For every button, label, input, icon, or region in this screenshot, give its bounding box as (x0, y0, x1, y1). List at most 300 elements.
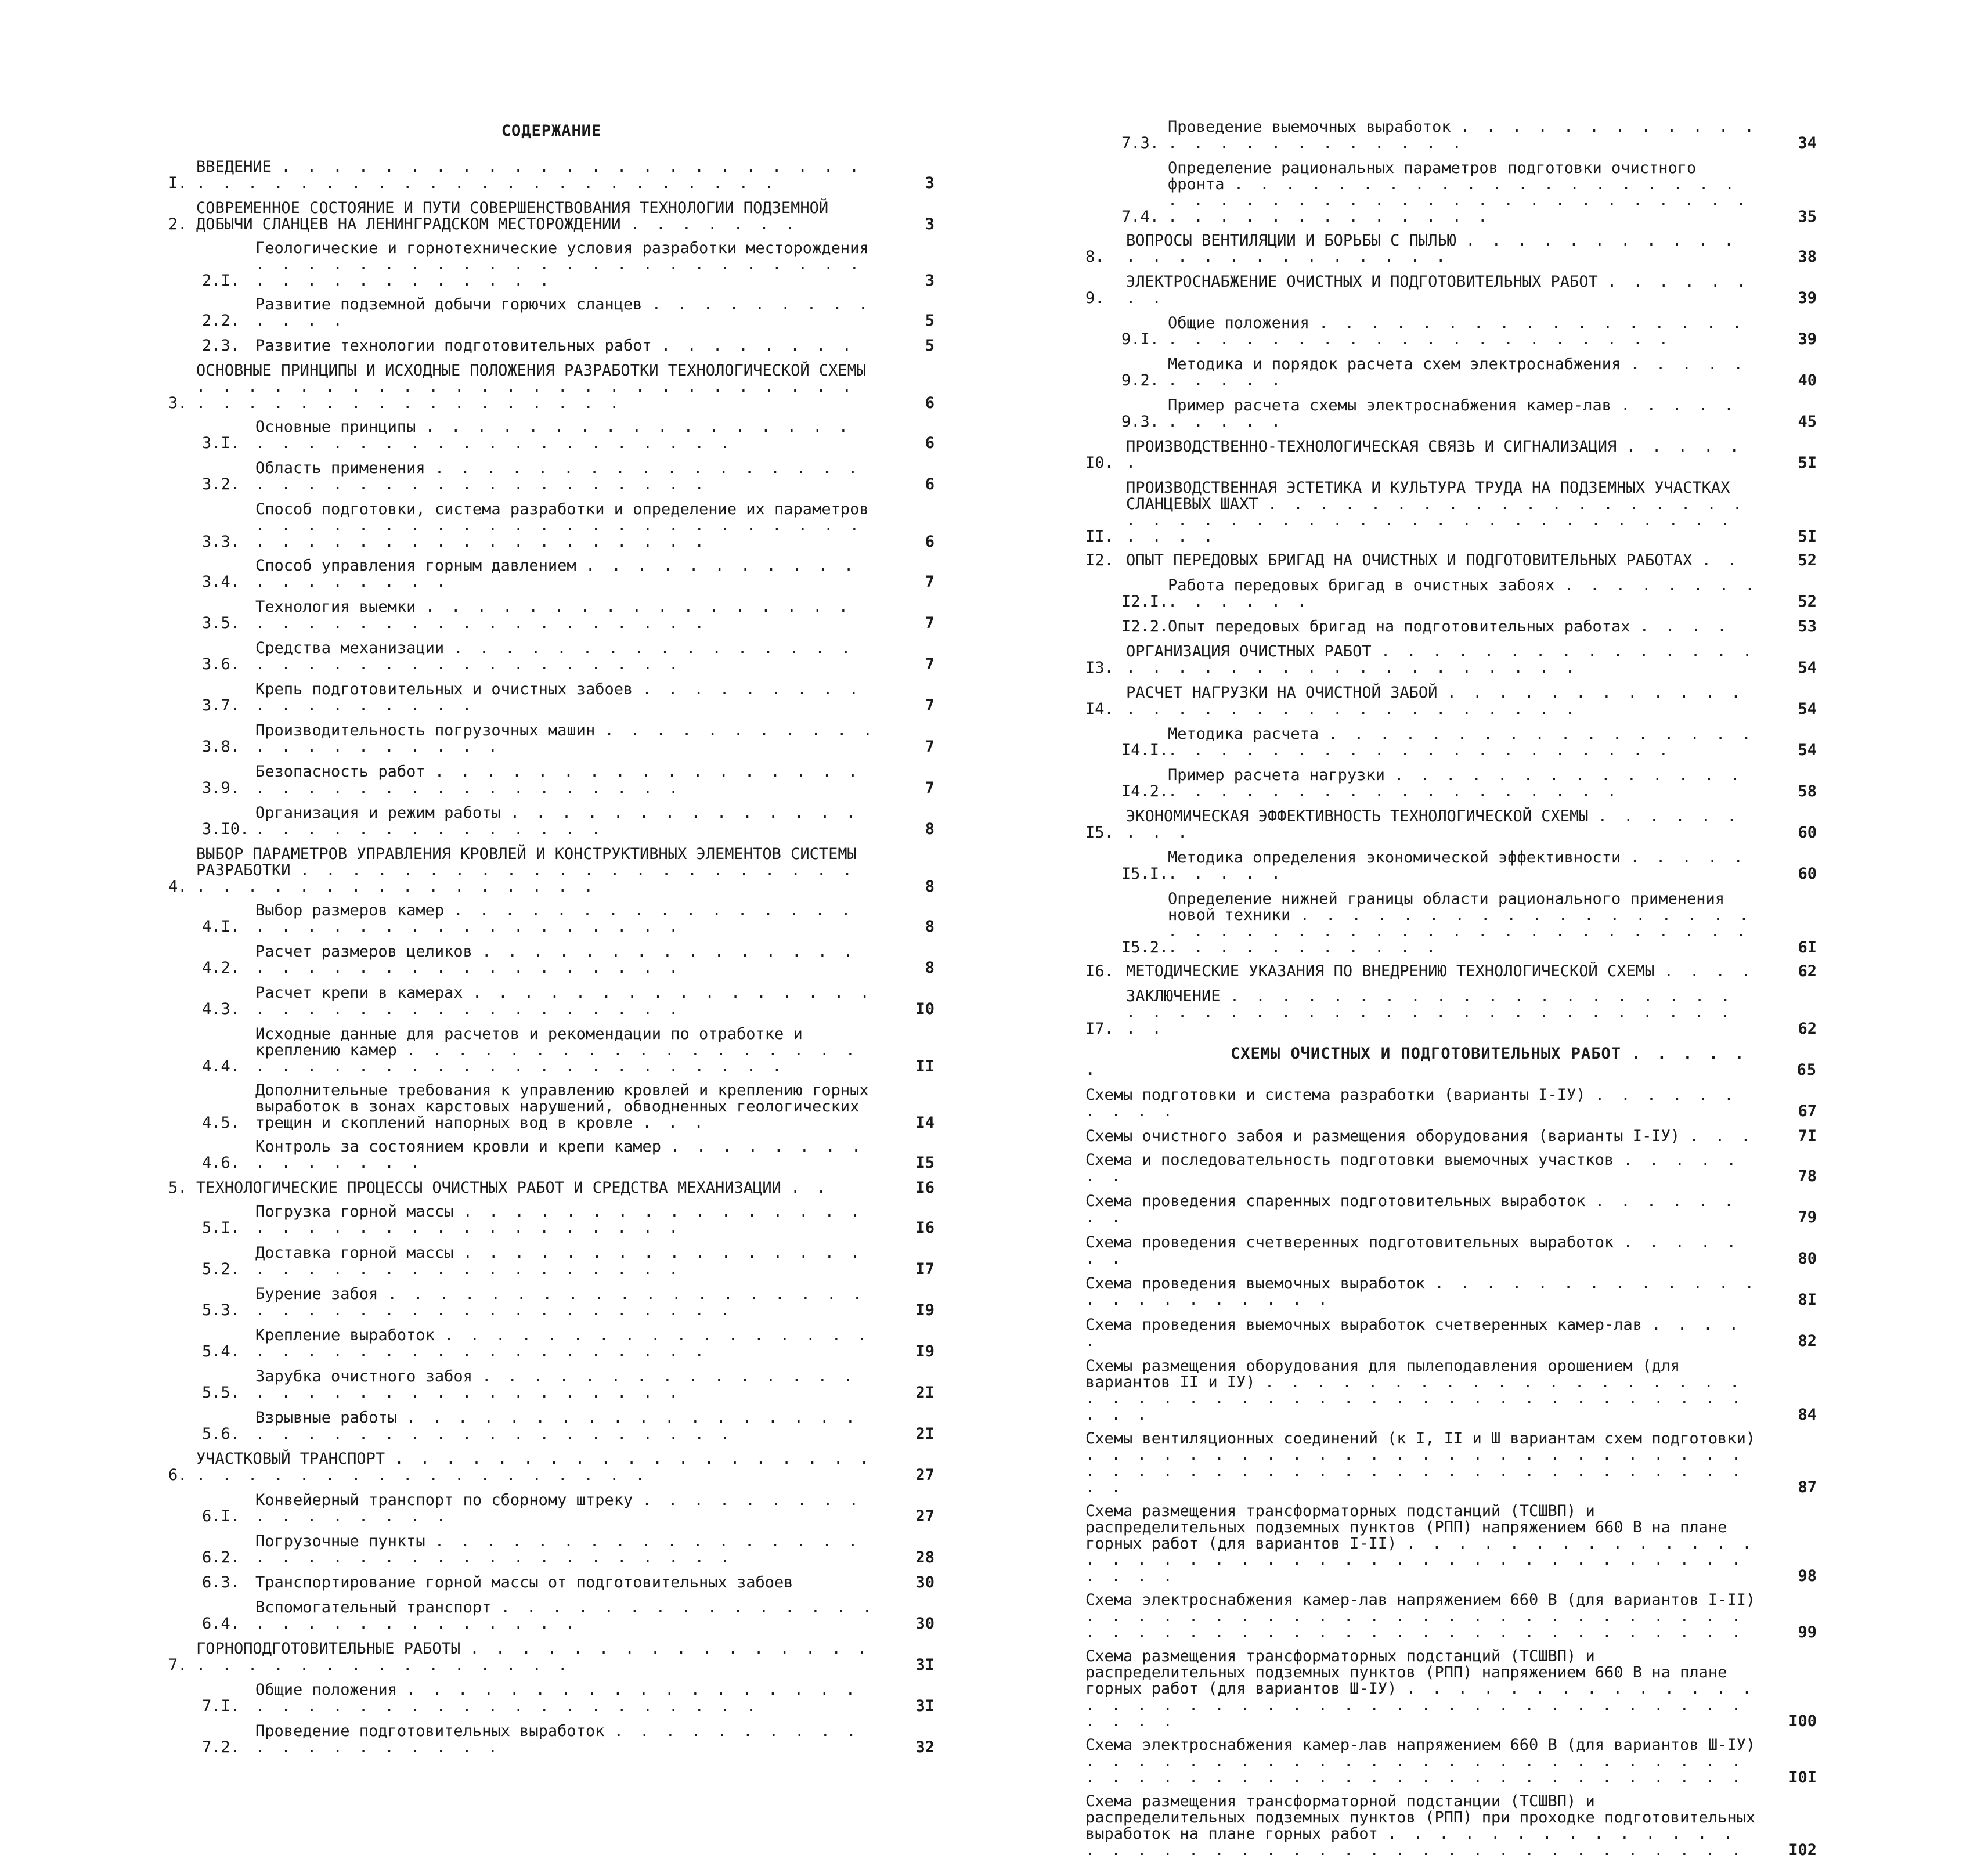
toc-entry-leader-dots: . . . . . . . . . . (1168, 849, 1747, 883)
toc-entry-leader-dots: . . . . . . . . . . . . . . . . . . . . . . . . . . . . . . . . . . . . . . . . (1085, 1825, 1745, 1859)
toc-entry-title: Выбор размеров камер (255, 901, 445, 919)
toc-entry-title: Схемы размещения оборудования для пылеподавления орошением (для вариантов II и IУ) (1085, 1357, 1680, 1391)
toc-entry-page: 52 (1798, 593, 1817, 611)
toc-entry-title: Схема и последовательность подготовки выемочных участков (1085, 1151, 1614, 1169)
toc-entry (1085, 160, 1817, 225)
toc-entry-leader-dots: . . . . . . . . . . . . . . . . . . . . . . . . . . . . . . . . . . . . . . . . . . . . . . (196, 158, 863, 192)
toc-entry-number: 4.5. (202, 1114, 240, 1132)
toc-entry-number: I2.2. (1121, 618, 1169, 636)
toc-entry-page: 6I (1798, 939, 1817, 957)
toc-entry-title: Проведение выемочных выработок (1168, 118, 1451, 136)
toc-entry-body (1085, 1431, 1759, 1496)
toc-entry-body (1085, 1193, 1759, 1226)
toc-entry-page: 78 (1798, 1167, 1817, 1185)
toc-entry-title: Исходные данные для расчетов и рекомендации по отработке и креплению камер (255, 1025, 803, 1059)
toc-entry-page: 8 (925, 820, 935, 838)
toc-entry-number: II. (1085, 528, 1114, 546)
toc-entry-title: Взрывные работы (255, 1409, 397, 1427)
toc-entry-body (255, 460, 876, 493)
toc-entry-title: СОВРЕМЕННОЕ СОСТОЯНИЕ И ПУТИ СОВЕРШЕНСТВОВАНИЯ ТЕХНОЛОГИИ ПОДЗЕМНОЙ ДОБЫЧИ СЛАНЦЕВ НА ЛЕНИНГРАДСКОМ МЕСТОРОЖДЕНИИ (196, 199, 829, 233)
toc-entry-leader-dots: . . . . . . . . . . . . . . . . . . . . . . . . . . . . (255, 1598, 876, 1633)
toc-entry-page: 8 (925, 959, 935, 977)
toc-entry-title: ЗАКЛЮЧЕНИЕ (1126, 987, 1221, 1005)
toc-entry-page: I9 (915, 1342, 935, 1360)
toc-entry-title: Работа передовых бригад в очистных забоях (1168, 576, 1555, 594)
toc-entry-leader-dots: . . . . . . . . (1085, 1192, 1737, 1226)
toc-entry-leader-dots: . . . . . . . . . . (1168, 396, 1737, 431)
toc-entry-body (1085, 1235, 1759, 1267)
toc-entry (1085, 850, 1817, 882)
toc-entry-title: Схемы подготовки и система разработки (варианты I-IУ) (1085, 1086, 1586, 1104)
toc-entry-title: Схема размещения трансформаторных подстанций (ТСШВП) и распределительных подземных пунктов (РПП) напряжением 660 В на плане горных работ (для вариантов Ш-IУ) (1085, 1647, 1727, 1698)
right-toc (1085, 119, 1817, 1037)
toc-entry-number: 4.3. (202, 1000, 240, 1018)
toc-entry-number: I. (168, 174, 187, 192)
toc-entry-page: 30 (915, 1615, 935, 1633)
toc-entry-number: 5.2. (202, 1260, 240, 1278)
toc-entry-page: 7 (925, 696, 935, 714)
toc-entry-leader-dots: . . . . . . . . . . . . . . . . . . . . . . . . . . . . . . . . . (255, 1203, 864, 1237)
toc-entry-body (255, 1204, 876, 1236)
toc-entry-page: 60 (1798, 865, 1817, 883)
toc-entry (168, 1180, 935, 1196)
toc-entry (1085, 1648, 1817, 1730)
toc-entry-title: ОСНОВНЫЕ ПРИНЦИПЫ И ИСХОДНЫЕ ПОЛОЖЕНИЯ РАЗРАБОТКИ ТЕХНОЛОГИЧЕСКОЙ СХЕМЫ (196, 362, 867, 380)
toc-entry-body (255, 723, 876, 755)
toc-entry (1085, 1503, 1817, 1585)
toc-entry-title: ЭКОНОМИЧЕСКАЯ ЭФФЕКТИВНОСТЬ ТЕХНОЛОГИЧЕСКОЙ СХЕМЫ (1126, 807, 1589, 825)
toc-entry (168, 1723, 935, 1756)
toc-entry-body (255, 681, 876, 714)
toc-entry-page: I5 (915, 1154, 935, 1172)
toc-entry-leader-dots: . . . . . . . . . . . . . . . . . . . . . . . . . . . . . . . . (1168, 766, 1744, 800)
toc-entry (168, 1492, 935, 1525)
toc-entry (168, 1533, 935, 1566)
toc-entry-leader-dots: . . . . . . . (1085, 1233, 1740, 1268)
toc-entry-page: I7 (915, 1260, 935, 1278)
toc-entry-number: 9.3. (1121, 413, 1160, 431)
toc-entry (1085, 1793, 1817, 1858)
toc-entry-number: 3. (168, 394, 187, 412)
toc-entry-leader-dots: . . . . . . . . . . . . . . . . . . . . . . . . . . . . . . . . . . . . . . . . . . . . . . (1126, 987, 1734, 1038)
schemes-list (1085, 1087, 1817, 1858)
toc-entry-number: 7.I. (202, 1697, 240, 1715)
toc-entry-leader-dots: . . . . . . . . . . . . . . . . . . . . . . . . . . . . . . . . . . . (255, 598, 852, 632)
toc-entry-page: 27 (915, 1507, 935, 1525)
toc-entry (168, 419, 935, 452)
toc-entry-leader-dots: . . . . . . . . . . . . . . . . . . . . . . . . . . . . . . . . . (255, 901, 854, 936)
toc-entry-title: Схема проведения спаренных подготовительных выработок (1085, 1192, 1586, 1210)
toc-entry (1085, 119, 1817, 151)
toc-entry-leader-dots: . . . . . . . . . . . . . . (1168, 576, 1758, 611)
toc-entry-title: Схема размещения трансформаторной подстанции (ТСШВП) и распределительных подземных пунктов (РПП) при проходке подготовительных выработок на плане горных работ (1085, 1792, 1756, 1843)
toc-entry-title: Дополнительные требования к управлению кровлей и креплению горных выработок в зонах карстовых нарушений, обводненных геологических трещин и скоплений напорных вод в кровле (255, 1081, 869, 1132)
toc-entry-body (1168, 119, 1759, 151)
toc-entry-leader-dots: . . . . . . . . . . . . . . . . . . . . . . . . (1168, 118, 1758, 152)
toc-entry-page: 6 (925, 475, 935, 493)
toc-entry (168, 200, 935, 233)
toc-entry (1085, 1431, 1817, 1496)
toc-entry (1085, 1128, 1817, 1145)
toc-entry (1085, 1317, 1817, 1349)
toc-entry-page: 39 (1798, 289, 1817, 307)
toc-entry-title: Схемы вентиляционных соединений (к I, II и Ш вариантам схем подготовки) (1085, 1430, 1756, 1448)
toc-entry-page: 45 (1798, 413, 1817, 431)
toc-entry-title: Способ управления горным давлением (255, 557, 576, 575)
toc-entry (1085, 963, 1817, 980)
toc-entry-leader-dots: . . . . . . . . . . . . . . . . . . . . . . . . . . . . (255, 804, 859, 838)
toc-entry-page: 58 (1798, 782, 1817, 800)
toc-entry-number: 3.5. (202, 614, 240, 632)
toc-entry-title: Схема проведения выемочных выработок (1085, 1275, 1426, 1293)
toc-entry-body (196, 363, 876, 412)
toc-entry-body (1085, 1503, 1759, 1585)
toc-entry-page: 3I (915, 1656, 935, 1674)
toc-entry (1085, 619, 1817, 635)
toc-entry-page: 38 (1798, 248, 1817, 266)
toc-entry-body (1085, 1152, 1759, 1185)
contents-heading: СОДЕРЖАНИЕ (501, 122, 602, 140)
toc-entry-title: ВОПРОСЫ ВЕНТИЛЯЦИИ И БОРЬБЫ С ПЫЛЬЮ (1126, 232, 1456, 250)
toc-entry-leader-dots: . . . . . . . . . . . . . (255, 295, 872, 330)
toc-entry-body (1085, 1793, 1759, 1858)
toc-entry-page: 53 (1798, 618, 1817, 636)
toc-entry-page: I4 (915, 1114, 935, 1132)
toc-entry (1085, 553, 1817, 569)
toc-entry-number: 4.I. (202, 918, 240, 936)
toc-entry-body (255, 419, 876, 452)
toc-entry-page: 3 (925, 215, 935, 233)
toc-entry-page: 7 (925, 573, 935, 591)
toc-entry-body (1126, 480, 1759, 545)
toc-entry-body (1168, 315, 1759, 348)
toc-entry-title: Общие положения (1168, 314, 1309, 332)
toc-entry-leader-dots: . . . . . . . (630, 215, 799, 233)
toc-entry (1085, 891, 1817, 956)
toc-entry-title: Методика определения экономической эффективности (1168, 849, 1621, 867)
schemes-heading-page: 65 (1796, 1061, 1817, 1079)
toc-entry-leader-dots: . . . . . . . . . . . . . . . . . . . . . (255, 721, 876, 756)
toc-entry (1085, 1358, 1817, 1423)
toc-entry-page: 3 (925, 174, 935, 192)
toc-entry (168, 764, 935, 796)
toc-entry-title: Проведение подготовительных выработок (255, 1722, 605, 1740)
toc-entry-page: 5 (925, 337, 935, 355)
toc-entry-title: Пример расчета нагрузки (1168, 766, 1385, 784)
toc-entry-title: Методика расчета (1168, 725, 1319, 743)
toc-entry-body (1168, 767, 1759, 800)
toc-entry-page: 5I (1798, 454, 1817, 472)
toc-entry-title: Средства механизации (255, 639, 445, 657)
toc-entry-page: 8 (925, 918, 935, 936)
toc-entry-body (255, 764, 876, 796)
toc-entry-title: Крепь подготовительных и очистных забоев (255, 680, 633, 698)
toc-entry-body (1085, 1737, 1759, 1786)
toc-entry-leader-dots: . . . . . . . . . . . . . . . . . . . . . . . . . . . . . . . . . . . . . . . . . . . . . . . . . . . . (1168, 906, 1752, 957)
toc-entry-page: 27 (915, 1466, 935, 1484)
toc-entry-body (255, 640, 876, 673)
toc-entry (1085, 1087, 1817, 1120)
toc-entry-number: 2.3. (202, 337, 240, 355)
toc-entry-leader-dots: . . . . . . . . . . . . . . . . . . . . . . . . . . . . . . . . . (255, 639, 854, 673)
toc-entry-body (255, 1139, 876, 1171)
toc-entry (1085, 480, 1817, 545)
toc-entry-leader-dots: . . (1701, 551, 1741, 569)
toc-entry-number: I4. (1085, 700, 1114, 718)
toc-entry (168, 1410, 935, 1442)
toc-entry-leader-dots: . . . . . . . . . . . . . . . . . . . . . . . . . . . . . . . . . . . . . . . . . . (255, 517, 863, 551)
toc-entry-body (255, 805, 876, 838)
toc-entry-number: 5.I. (202, 1219, 240, 1237)
toc-entry-body (1085, 1087, 1759, 1120)
toc-entry-leader-dots: . . . . . . . . . . . . . . . . . . . . . . . . . . . . . . . . . . . . . . (255, 1285, 866, 1319)
toc-entry-title: ВЫБОР ПАРАМЕТРОВ УПРАВЛЕНИЯ КРОВЛЕЙ И КОНСТРУКТИВНЫХ ЭЛЕМЕНТОВ СИСТЕМЫ РАЗРАБОТКИ (196, 845, 857, 879)
toc-entry-page: 32 (915, 1738, 935, 1756)
toc-entry (1085, 356, 1817, 389)
toc-entry-title: Расчет крепи в камерах (255, 984, 463, 1002)
toc-entry-number: I5. (1085, 824, 1114, 842)
toc-entry-body (1126, 553, 1759, 569)
toc-entry-body (255, 501, 876, 550)
toc-entry (1085, 398, 1817, 430)
toc-entry-number: 5. (168, 1179, 187, 1197)
toc-entry-page: 8 (925, 878, 935, 896)
toc-entry-leader-dots: . . . . . . . . . . . . . . . . . . . . . . . . . . . . . . . . . (1126, 643, 1756, 677)
toc-entry-body (1168, 578, 1759, 610)
toc-entry-number: 2.2. (202, 312, 240, 330)
toc-entry-body (196, 1641, 876, 1673)
toc-entry-page: 82 (1798, 1332, 1817, 1350)
toc-entry-body (255, 1082, 876, 1131)
schemes-heading-title: СХЕМЫ ОЧИСТНЫХ И ПОДГОТОВИТЕЛЬНЫХ РАБОТ (1231, 1045, 1621, 1063)
toc-entry-body (255, 599, 876, 631)
toc-entry-number: 2. (168, 215, 187, 233)
toc-entry-body (1126, 988, 1759, 1037)
toc-entry-number: 4.6. (202, 1154, 240, 1172)
toc-entry-leader-dots: . . . . . . . . . . . . . . . . . . . . . . . . . . . . . . . . . (255, 1244, 864, 1278)
toc-entry-page: 62 (1798, 962, 1817, 980)
toc-entry-leader-dots: . . . . (1639, 618, 1730, 636)
toc-entry-leader-dots: . . . (642, 1114, 707, 1132)
toc-entry (168, 1204, 935, 1236)
toc-entry-leader-dots: . . . . . . . . . . . . . . . . . . . . . . . (1085, 1275, 1758, 1309)
toc-entry-body (255, 1600, 876, 1632)
toc-entry-number: I7. (1085, 1020, 1114, 1038)
toc-entry-number: 3.9. (202, 779, 240, 797)
toc-entry-number: 6.2. (202, 1549, 240, 1567)
toc-entry-number: 3.8. (202, 738, 240, 756)
toc-entry-title: Методика и порядок расчета схем электроснабжения (1168, 355, 1621, 373)
toc-entry-page: 60 (1798, 824, 1817, 842)
toc-entry-body (1126, 274, 1759, 306)
toc-entry (1085, 233, 1817, 265)
toc-entry-body (196, 159, 876, 192)
toc-entry-body (255, 1286, 876, 1319)
toc-entry-page: I0 (915, 1000, 935, 1018)
left-toc (168, 159, 935, 1756)
toc-entry-page: 54 (1798, 659, 1817, 677)
toc-entry-number: 3.I0. (202, 820, 250, 838)
toc-entry-leader-dots: . . . . . . . . . . . . . . . . . . . . . . . . . . . . . . . . . . . . (255, 418, 852, 452)
toc-entry-number: 7. (168, 1656, 187, 1674)
toc-entry-page: 30 (915, 1573, 935, 1591)
toc-entry (168, 985, 935, 1017)
toc-entry (1085, 274, 1817, 306)
toc-entry-title: Схема электроснабжения камер-лав напряжением 660 В (для вариантов I-II) (1085, 1591, 1756, 1609)
toc-entry-leader-dots: . . . . . . . . . . . . . . . . . . . . . . . . . . . . . . . . . . . (255, 459, 861, 493)
toc-entry-title: Контроль за состоянием кровли и крепи камер (255, 1138, 661, 1156)
toc-entry (168, 297, 935, 329)
toc-entry (168, 501, 935, 550)
toc-entry-page: 7 (925, 779, 935, 797)
toc-entry-page: 98 (1798, 1567, 1817, 1585)
toc-entry-page: 54 (1798, 700, 1817, 718)
toc-entry-page: I9 (915, 1301, 935, 1319)
toc-entry-body (255, 1682, 876, 1715)
toc-entry-number: 7.2. (202, 1738, 240, 1756)
toc-entry-leader-dots: . . . . . . . . . . . . . . . . . . . . . . . . . . . . . . . . . . . . . . . (255, 1041, 859, 1075)
toc-entry-title: МЕТОДИЧЕСКИЕ УКАЗАНИЯ ПО ВНЕДРЕНИЮ ТЕХНОЛОГИЧЕСКОЙ СХЕМЫ (1126, 962, 1655, 980)
toc-entry (168, 640, 935, 673)
toc-entry (1085, 1235, 1817, 1267)
toc-entry-page: 6 (925, 533, 935, 551)
toc-entry-page: 84 (1798, 1406, 1817, 1424)
toc-entry-page: 79 (1798, 1208, 1817, 1226)
toc-entry-body (1168, 356, 1759, 389)
toc-entry-title: Схема электроснабжения камер-лав напряжением 660 В (для вариантов Ш-IУ) (1085, 1736, 1756, 1754)
toc-entry-leader-dots: . . . . . . . . . (1126, 807, 1740, 842)
toc-entry-number: 5.6. (202, 1425, 240, 1443)
toc-entry-leader-dots: . . . . . . . . . . . . . . . . . . (255, 680, 862, 714)
toc-entry-number: I6. (1085, 962, 1114, 980)
toc-entry (1085, 1737, 1817, 1786)
toc-entry-title: Геологические и горнотехнические условия разработки месторождения (255, 239, 869, 257)
toc-entry-page: 34 (1798, 134, 1817, 152)
toc-entry-body (255, 1245, 876, 1277)
toc-entry-body (1085, 1276, 1759, 1308)
toc-entry-leader-dots: . . . . . . . . . . (1168, 355, 1747, 389)
toc-entry (1085, 1592, 1817, 1641)
toc-entry-leader-dots: . . . . . . . . . . . . . . . . . . . . . . . . . . . . . . (1126, 684, 1744, 718)
toc-entry-leader-dots: . . . . . . . . . . . . . . . . . . . . . . . . . . . . . . . . . . . . . . (196, 861, 856, 896)
toc-entry-page: 6 (925, 394, 935, 412)
toc-entry-page: 3 (925, 272, 935, 290)
toc-entry-title: Вспомогательный транспорт (255, 1598, 492, 1616)
toc-entry-title: Бурение забоя (255, 1285, 378, 1303)
toc-entry (1085, 315, 1817, 348)
toc-entry-title: Пример расчета схемы электроснабжения камер-лав (1168, 396, 1612, 414)
left-page (168, 122, 935, 1764)
toc-entry-page: 35 (1798, 208, 1817, 226)
toc-entry-body (1085, 1592, 1759, 1641)
toc-entry-title: Крепление выработок (255, 1326, 435, 1344)
toc-entry (168, 460, 935, 493)
toc-entry-page: II (915, 1057, 935, 1075)
toc-entry-number: 3.3. (202, 533, 240, 551)
toc-entry (1085, 439, 1817, 471)
toc-entry-title: Развитие технологии подготовительных работ (255, 337, 652, 355)
toc-entry-title: Определение нижней границы области рационального применения новой техники (1168, 890, 1725, 924)
toc-entry-number: 4.4. (202, 1057, 240, 1075)
toc-entry-body (255, 1575, 876, 1591)
toc-entry-page: 99 (1798, 1623, 1817, 1641)
toc-entry-number: 6.3. (202, 1573, 240, 1591)
toc-entry-body (1168, 619, 1759, 635)
toc-entry (1085, 685, 1817, 717)
toc-entry-body (255, 338, 876, 354)
toc-entry-leader-dots: . . . . . . . . . . . . . . . . . . . . . . . . . . . . . . . . . . . . (255, 255, 863, 290)
toc-entry-leader-dots: . . (791, 1179, 829, 1197)
toc-entry-title: Погрузка горной массы (255, 1203, 454, 1221)
toc-entry (168, 363, 935, 412)
toc-entry-number: 4.2. (202, 959, 240, 977)
toc-entry-page: 6 (925, 434, 935, 452)
toc-entry (168, 159, 935, 192)
toc-entry-body (1168, 850, 1759, 882)
schemes-heading-dots: . . . . . . (1085, 1045, 1748, 1079)
toc-entry-title: Конвейерный транспорт по сборному штреку (255, 1491, 633, 1509)
toc-entry (168, 1369, 935, 1401)
toc-entry-leader-dots: . . . . . . . . . . . . . . . . . . . . . . . . . . . . . . . . . (255, 984, 873, 1018)
toc-entry-title: Транспортирование горной массы от подготовительных забоев (255, 1573, 793, 1591)
toc-entry (168, 1451, 935, 1484)
right-page (1085, 119, 1817, 1866)
toc-entry (168, 599, 935, 631)
toc-entry-leader-dots: . . . . . (1085, 1316, 1742, 1350)
toc-entry-title: Производительность погрузочных машин (255, 721, 596, 739)
toc-entry-body (1126, 233, 1759, 265)
toc-entry-body (1168, 160, 1759, 225)
toc-entry-title: Организация и режим работы (255, 804, 501, 822)
toc-entry-page: 2I (915, 1384, 935, 1402)
toc-entry-page: 2I (915, 1425, 935, 1443)
toc-entry-leader-dots: . . . . . . . . . . . . . . . . . . . . . . . . . . . . . . . . . . . . . (1168, 725, 1755, 759)
toc-entry (168, 338, 935, 354)
toc-entry-title: Схема размещения трансформаторных подстанций (ТСШВП) и распределительных подземных пунктов (РПП) напряжением 660 В на плане горных работ (для вариантов I-II) (1085, 1502, 1727, 1553)
toc-entry-leader-dots: . . . . . . . . . . . . . . . . . (255, 1491, 862, 1525)
toc-entry-number: I0. (1085, 454, 1114, 472)
toc-entry-body (255, 985, 876, 1017)
toc-entry (1085, 988, 1817, 1037)
toc-entry-title: ПРОИЗВОДСТВЕННО-ТЕХНОЛОГИЧЕСКАЯ СВЯЗЬ И СИГНАЛИЗАЦИЯ (1126, 438, 1617, 456)
toc-entry-page: 67 (1798, 1102, 1817, 1120)
toc-entry (1085, 644, 1817, 676)
toc-entry-body (255, 297, 876, 329)
toc-entry-leader-dots: . . . . . . . . . . . . . . . . . . . . . . . . . . . . . . . . . . (255, 763, 861, 797)
toc-entry-page: I02 (1788, 1841, 1817, 1859)
toc-entry-page: I00 (1788, 1712, 1817, 1730)
toc-entry-leader-dots: . . . . . . . . . . . . . . . . . . . . . . . . . . . . . . . . . . . . . . . . . . . . (1085, 1680, 1755, 1730)
toc-entry-body (1085, 1128, 1759, 1145)
toc-entry-title: Опыт передовых бригад на подготовительных работах (1168, 618, 1630, 636)
toc-entry-leader-dots: . . . . . . . . . . . . . . . . . . . . . . . . . . . . . . . . . . . . . . . . . . . . (1085, 1535, 1755, 1585)
toc-entry-leader-dots: . . . . . . . . . . . . . . . . . . . . . . . . (1126, 232, 1737, 266)
toc-entry-page: I6 (915, 1219, 935, 1237)
toc-entry-number: I2. (1085, 551, 1114, 569)
toc-entry-body (255, 1533, 876, 1566)
toc-entry-title: Развитие подземной добычи горючих сланцев (255, 295, 643, 313)
toc-entry-page: 7 (925, 655, 935, 673)
toc-entry-title: ГОРНОПОДГОТОВИТЕЛЬНЫЕ РАБОТЫ (196, 1640, 461, 1658)
toc-entry-leader-dots: . . . . . . . . . . . . . . . . . . . . . . . . . . . . . . . . . . . . . . . . . . . . . . . . . . . . (1085, 1607, 1745, 1641)
toc-entry (1085, 1193, 1817, 1226)
toc-entry-leader-dots: . . . . . . . . . . . . . . . . . . . . . . . . . . . . . . . . (255, 1367, 857, 1402)
toc-entry-body (196, 200, 876, 233)
toc-entry-page: 87 (1798, 1478, 1817, 1496)
toc-entry (168, 1641, 935, 1673)
toc-entry-number: 7.3. (1121, 134, 1160, 152)
toc-entry-leader-dots: . . . . . . . . . . . . . . . . . . . . . . . . . . . . . . . . . . . . . . . . . . . . . . . . . . . . . . (1085, 1446, 1745, 1496)
